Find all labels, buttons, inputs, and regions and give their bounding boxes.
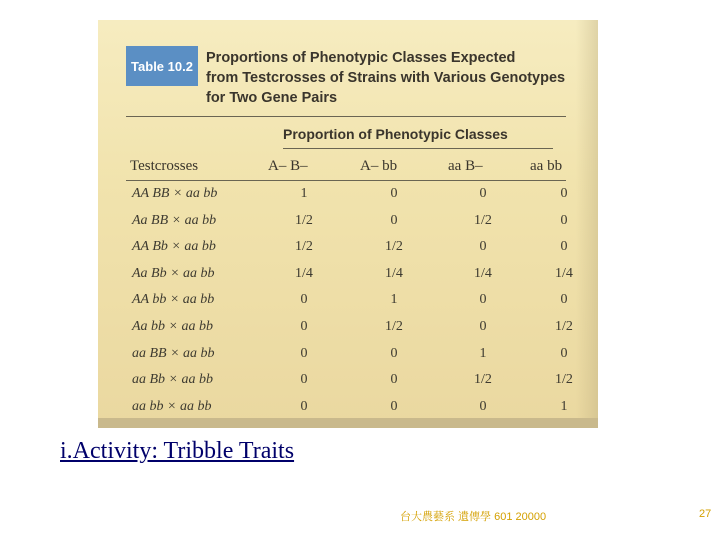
- proportion-underline: [283, 148, 553, 149]
- proportion-cell: 1/4: [295, 265, 313, 281]
- column-header-aa-b: aa B–: [448, 158, 483, 174]
- table-row: [126, 346, 566, 372]
- table-row: [126, 292, 566, 318]
- proportion-cell: 1/2: [295, 239, 313, 255]
- proportion-cell: 0: [390, 372, 398, 388]
- column-header-aa-bb: aa bb: [530, 158, 563, 174]
- proportion-cell: 0: [390, 212, 398, 228]
- testcross-cell: aa Bb × aa bb: [132, 372, 213, 388]
- proportion-cell: 0: [479, 292, 487, 308]
- proportion-cell: 0: [479, 319, 487, 334]
- proportion-cell: 0: [560, 292, 568, 308]
- scan-shadow: [576, 20, 598, 428]
- proportion-cell: 0: [300, 398, 308, 414]
- testcross-cell: aa bb × aa bb: [132, 398, 212, 414]
- proportion-cell: 0: [390, 186, 398, 201]
- table-row: [126, 213, 566, 239]
- table-title-line: for Two Gene Pairs: [206, 90, 338, 106]
- proportion-cell: 0: [300, 319, 308, 334]
- table-title-line: from Testcrosses of Strains with Various Genotypes: [206, 70, 566, 86]
- footer-text: 台大農藝系 遺傳學 601 20000: [400, 511, 547, 523]
- proportion-cell: 1: [390, 292, 398, 308]
- table-row: [126, 265, 573, 292]
- proportion-cell: 1: [560, 398, 568, 414]
- proportion-cell: 0: [300, 372, 308, 388]
- header-bottom-rule: [126, 180, 566, 181]
- table-title: [206, 48, 586, 108]
- column-header-a-b: A– B–: [268, 158, 308, 174]
- testcross-cell: AA bb × aa bb: [132, 292, 215, 308]
- proportion-cell: 0: [479, 186, 487, 201]
- proportion-cell: 0: [479, 239, 487, 255]
- proportion-cell: 1/4: [555, 265, 573, 281]
- proportion-cell: 0: [560, 345, 568, 361]
- page-number: 27: [699, 508, 712, 520]
- proportion-cell: 1/4: [474, 265, 492, 281]
- proportion-cell: 0: [390, 398, 398, 414]
- proportion-cell: 0: [390, 345, 398, 361]
- table-row: [126, 372, 573, 398]
- proportion-cell: 1/2: [385, 319, 403, 334]
- proportion-cell: 1/2: [555, 372, 573, 388]
- proportion-cell: 0: [479, 398, 487, 414]
- proportion-cell: 1/2: [555, 319, 573, 334]
- table-row: [126, 319, 573, 345]
- testcross-cell: Aa BB × aa bb: [132, 212, 217, 228]
- proportion-cell: 0: [560, 212, 568, 228]
- proportion-cell: 0: [300, 345, 308, 361]
- table-row: [126, 186, 566, 212]
- proportion-cell: 1/2: [474, 372, 492, 388]
- proportion-cell: 1/2: [295, 212, 313, 228]
- column-header-testcrosses: Testcrosses: [130, 158, 199, 174]
- table-top-rule: [126, 116, 566, 117]
- table-number-badge: Table 10.2: [126, 46, 198, 86]
- testcross-cell: AA BB × aa bb: [132, 186, 218, 201]
- scan-bottom-edge: [98, 418, 598, 428]
- proportion-cell: 0: [560, 186, 568, 201]
- testcross-cell: Aa Bb × aa bb: [132, 265, 215, 281]
- proportion-cell: 1: [479, 345, 487, 361]
- table-scan-image: [98, 20, 598, 428]
- testcross-cell: Aa bb × aa bb: [132, 319, 213, 334]
- proportion-header: Proportion of Phenotypic Classes: [283, 126, 508, 142]
- testcross-cell: AA Bb × aa bb: [132, 239, 216, 255]
- proportion-cell: 1: [300, 186, 308, 201]
- proportion-cell: 1/2: [474, 212, 492, 228]
- proportion-cell: 1/4: [385, 265, 403, 281]
- proportion-cell: 0: [300, 292, 308, 308]
- table-title-line: Proportions of Phenotypic Classes Expected: [206, 50, 516, 66]
- proportion-cell: 0: [560, 239, 568, 255]
- testcross-cell: aa BB × aa bb: [132, 345, 215, 361]
- table-row: [126, 239, 566, 265]
- activity-link[interactable]: i.Activity: Tribble Traits: [60, 438, 295, 464]
- column-header-a-bb: A– bb: [360, 158, 398, 174]
- proportion-cell: 1/2: [385, 239, 403, 255]
